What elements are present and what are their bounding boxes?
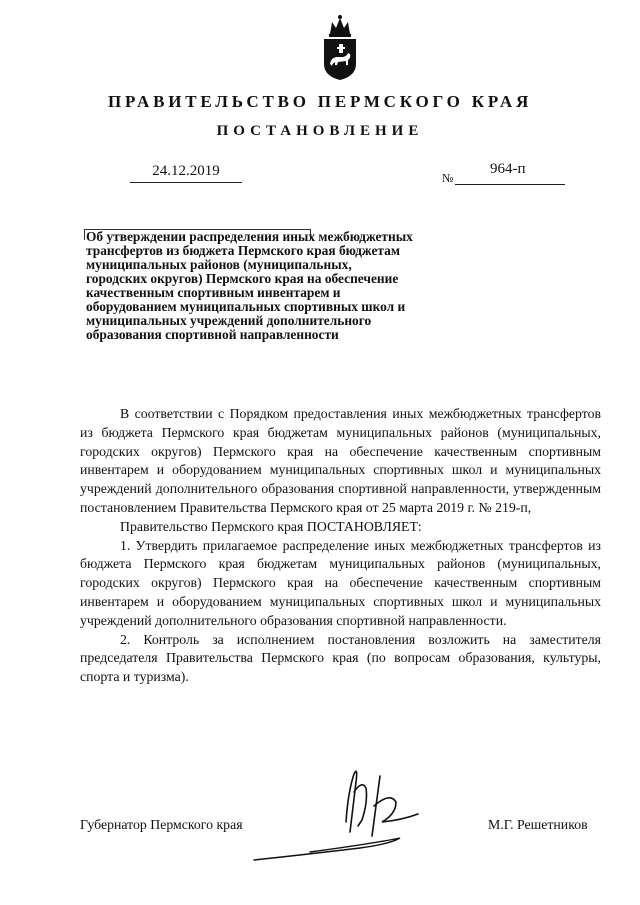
item-2-paragraph: 2. Контроль за исполнением постановления возложить на заместителя председателя Правительства Пермского края (по вопросам образования, культуры, спорта и туризма). [80, 631, 601, 685]
number-sign: № [442, 171, 454, 185]
preamble-paragraph: В соответствии с Порядком предоставления иных межбюджетных трансфертов из бюджета Пермского края бюджетам муниципальных районов (муниципальных, городских округов) Пермского края на обеспечение качественным спортивным инвентарем и оборудованием муниципальных спортивных школ и муниципальных учреждений дополнительного образования спортивной направленности, утвержденным постановлением Правительства Пермского края от 25 марта 2019 г. № 219-п, [80, 406, 601, 515]
document-number: 964-п [490, 161, 526, 177]
signatory-name: М.Г. Решетников [488, 817, 588, 832]
organization-title: ПРАВИТЕЛЬСТВО ПЕРМСКОГО КРАЯ [107, 92, 533, 111]
document-type: ПОСТАНОВЛЕНИЕ [216, 123, 424, 139]
signature-icon [250, 762, 460, 867]
coat-of-arms-icon [318, 14, 362, 82]
document-subject: Об утверждении распределения иных межбюджетных трансфертов из бюджета Пермского края бюджетам муниципальных районов (муниципальных, городских округов) Пермского края на обеспечение качественным спортивным инвентарем и оборудованием муниципальных спортивных школ и муниципальных учреждений дополнительного образования спортивной направленности [86, 229, 413, 342]
resolution-paragraph: Правительство Пермского края ПОСТАНОВЛЯЕТ: [120, 518, 422, 534]
document-body [80, 405, 601, 687]
signatory-position: Губернатор Пермского края [80, 817, 243, 832]
document-date: 24.12.2019 [130, 163, 242, 183]
number-underline [455, 184, 565, 185]
item-1-paragraph: 1. Утвердить прилагаемое распределение иных межбюджетных трансфертов из бюджета Пермского края бюджетам муниципальных районов (муниципальных, городских округов) Пермского края на обеспечение качественным спортивным инвентарем и оборудованием муниципальных спортивных школ и муниципальных учреждений дополнительного образования спортивной направленности. [80, 537, 601, 628]
